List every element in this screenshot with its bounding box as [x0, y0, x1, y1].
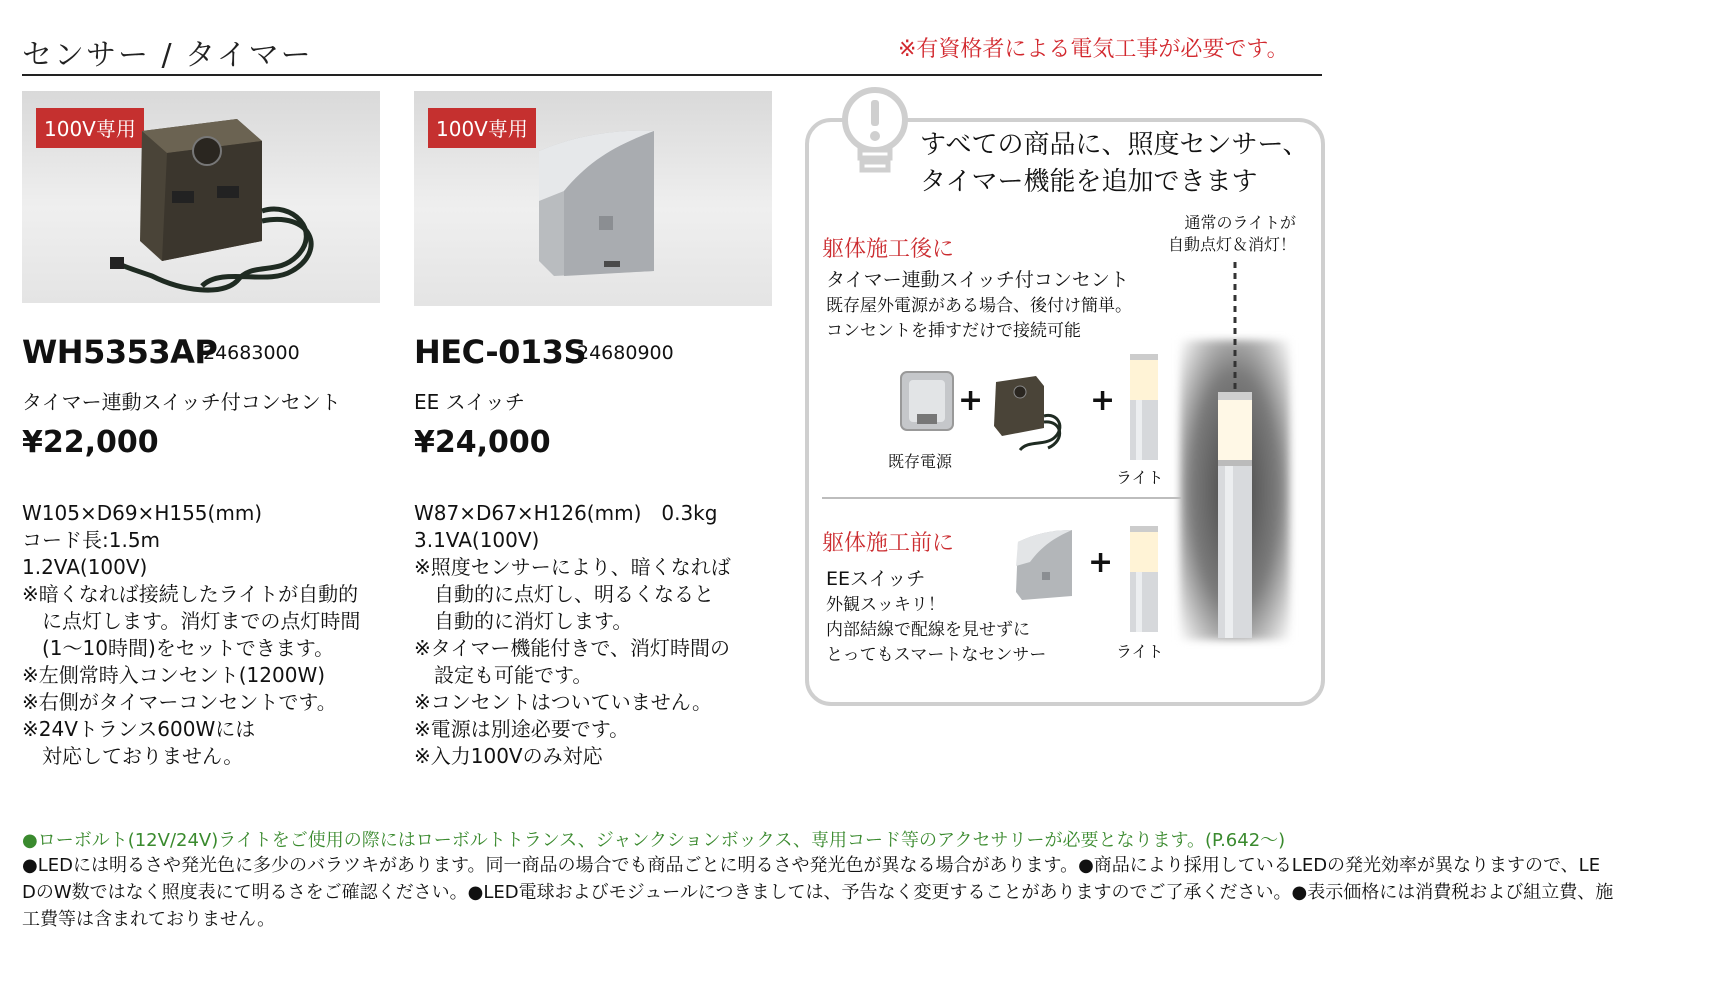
spec-line: ※暗くなれば接続したライトが自動的 — [22, 582, 359, 606]
callout-line: 自動点灯＆消灯！ — [1168, 235, 1297, 254]
electrical-warning: ※有資格者による電気工事が必要です。 — [898, 37, 1289, 62]
plus-icon: + — [1090, 383, 1116, 418]
spec-line: ※照度センサーにより、暗くなれば — [414, 555, 731, 579]
before-product: EEスイッチ — [826, 568, 926, 590]
spec-line: ※24Vトランス600Wには — [22, 717, 256, 741]
product-code: 24680900 — [577, 342, 674, 364]
before-desc-line: とってもスマートなセンサー — [826, 645, 1047, 665]
after-product: タイマー連動スイッチ付コンセント — [826, 269, 1129, 291]
before-desc-line: 外観スッキリ！ — [826, 595, 945, 615]
product-photo-wh5353ap — [22, 91, 380, 303]
spec-line: W105×D69×H155(mm) — [22, 501, 263, 525]
spec-line: 設定も可能です。 — [434, 663, 593, 687]
panel-divider — [822, 497, 1182, 499]
light-label: ライト — [1116, 642, 1164, 661]
spec-line: ※入力100Vのみ対応 — [414, 744, 603, 768]
product-specs — [22, 500, 360, 770]
spec-line: W87×D67×H126(mm) 0.3kg — [414, 501, 718, 525]
product-model: HEC-013S — [414, 333, 586, 371]
voltage-badge: 100V専用 — [36, 108, 144, 148]
spec-line: 3.1VA(100V) — [414, 528, 540, 552]
product-price: ¥24,000 — [414, 425, 551, 460]
ee-switch-image — [414, 91, 772, 306]
spec-line: (1〜10時間)をセットできます。 — [42, 636, 335, 660]
note-line: 工費等は含まれておりません。 — [22, 909, 276, 930]
spec-line: コード長:1.5m — [22, 528, 161, 552]
light-label: ライト — [1116, 468, 1164, 487]
source-label: 既存電源 — [888, 452, 953, 471]
note-line: DのW数ではなく照度表にて明るさをご確認ください。●LED電球およびモジュールにつきましては、予告なく変更することがありますのでご了承ください。●表示価格には消費税および組立費、施 — [22, 882, 1614, 903]
before-desc — [826, 593, 1046, 668]
spec-line: ※右側がタイマーコンセントです。 — [22, 690, 337, 714]
product-photo-hec013s — [414, 91, 772, 306]
note-line: ●LEDには明るさや発光色に多少のバラツキがあります。同一商品の場合でも商品ごとに明るさや発光色が異なる場合があります。●商品により採用しているLEDの発光効率が異なりますので、LE — [22, 855, 1601, 876]
product-code: 24683000 — [203, 342, 300, 364]
timer-outlet-image — [22, 91, 380, 303]
spec-line: ※左側常時入コンセント(1200W) — [22, 663, 326, 687]
spec-line: 1.2VA(100V) — [22, 555, 148, 579]
timer-outlet-image — [988, 366, 1068, 456]
bollard-light-image — [1205, 250, 1265, 640]
product-model: WH5353AP — [22, 333, 218, 371]
light-image — [1124, 352, 1164, 462]
after-heading: 躯体施工後に — [822, 237, 955, 262]
spec-line: ※タイマー機能付きで、消灯時間の — [414, 636, 730, 660]
plus-icon: + — [958, 383, 984, 418]
existing-outlet-image — [897, 366, 957, 436]
spec-line: 対応しておりません。 — [42, 744, 244, 768]
spec-line: ※電源は別途必要です。 — [414, 717, 630, 741]
voltage-badge: 100V専用 — [428, 108, 536, 148]
ee-switch-image — [1012, 524, 1077, 604]
section-title: センサー / タイマー — [22, 38, 313, 73]
header-rule — [22, 74, 1322, 76]
plus-icon: + — [1088, 545, 1114, 580]
product-price: ¥22,000 — [22, 425, 159, 460]
before-desc-line: 内部結線で配線を見せずに — [826, 620, 1030, 640]
panel-title-line: タイマー機能を追加できます — [920, 167, 1258, 197]
callout-line: 通常のライトが — [1184, 213, 1297, 232]
spec-line: 自動的に点灯し、明るくなると — [434, 582, 714, 606]
panel-title-line: すべての商品に、照度センサー、 — [920, 130, 1309, 160]
product-specs — [414, 500, 731, 770]
product-name: EE スイッチ — [414, 390, 525, 414]
led-notes — [22, 852, 1722, 933]
after-desc — [826, 294, 1132, 344]
lightbulb-icon — [838, 84, 912, 184]
lowvoltage-note: ●ローボルト(12V/24V)ライトをご使用の際にはローボルトトランス、ジャンクションボックス、専用コード等のアクセサリーが必要となります。(P.642〜) — [22, 830, 1286, 851]
spec-line: ※コンセントはついていません。 — [414, 690, 712, 714]
light-image — [1124, 524, 1164, 634]
spec-line: に点灯します。消灯までの点灯時間 — [42, 609, 361, 633]
after-desc-line: 既存屋外電源がある場合、後付け簡単。 — [826, 296, 1132, 316]
after-desc-line: コンセントを挿すだけで接続可能 — [826, 321, 1081, 341]
spec-line: 自動的に消灯します。 — [434, 609, 633, 633]
before-heading: 躯体施工前に — [822, 531, 955, 556]
panel-title — [920, 127, 1308, 201]
product-name: タイマー連動スイッチ付コンセント — [22, 390, 341, 414]
